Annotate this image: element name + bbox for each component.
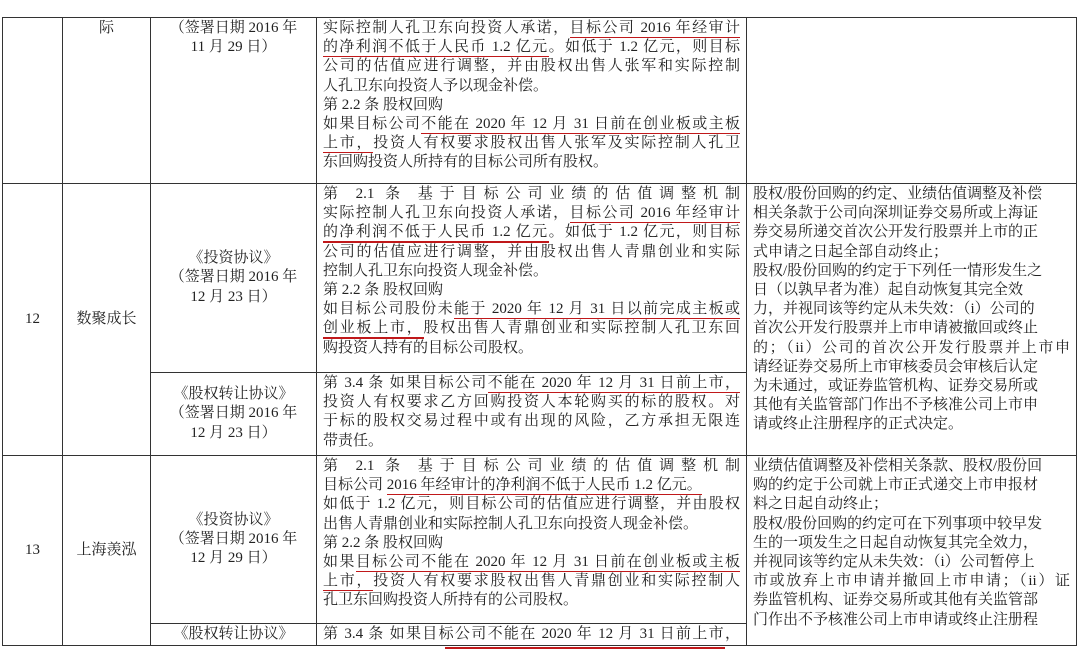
text-segment: 。如低于 1.2 亿元，则目标	[548, 39, 740, 56]
text-segment: 如目标公司股份未	[323, 301, 455, 318]
agreement-table	[2, 17, 1077, 646]
text-segment: 请经证券交易所上市审核委员会审核后认定	[753, 358, 1039, 375]
clause-cell	[317, 624, 747, 646]
text-line	[753, 319, 1070, 338]
text-segment: 东回购投资人所持有的目标公司所有股权。	[323, 154, 609, 171]
text-line	[323, 515, 740, 534]
underlined-text: 目标公司 2016 年经审计	[570, 205, 740, 223]
text-line	[323, 77, 740, 96]
text-segment: 第 3.4 条 如果目标公司	[323, 375, 488, 391]
text-line	[753, 185, 1070, 204]
row-number-cell	[3, 18, 63, 184]
text-segment: 第 2.1 条 基于目标公司业绩的估值调整机制	[323, 186, 740, 202]
text-line	[323, 223, 740, 242]
text-line	[323, 412, 740, 431]
underlined-text: 上市，	[323, 573, 373, 591]
text-segment: 出售人青鼎创业和实际控制人孔卫东向投资人现金补偿。	[323, 515, 699, 532]
text-segment: 其他有关监管部门作出不予核准公司上市申	[753, 397, 1039, 414]
text-line	[323, 432, 740, 451]
text-line	[753, 611, 1070, 630]
text-segment: 并视同该等约定从未失效：（i）公司暂停上	[753, 554, 1035, 571]
text-line	[323, 204, 740, 223]
text-segment: 第 2.1 条 基于目标公司业绩的估值调整机制	[323, 458, 740, 474]
text-line	[753, 377, 1070, 396]
text-line	[753, 223, 1070, 242]
text-line	[753, 262, 1070, 281]
text-line	[753, 204, 1070, 223]
underlined-text: 2016 年经审计的净利润不低于人民币 1.2 亿元。	[387, 477, 702, 495]
text-segment: 股权出售人青鼎创业和实际控制人孔卫东回	[423, 320, 740, 337]
text-segment: 购的约定于公司就上市正式递交上市申报材	[753, 477, 1039, 494]
text-segment: 公司的估值应进行调整，并由股权出售人青鼎创业和实际	[323, 243, 740, 260]
clause-cell	[317, 184, 747, 373]
text-segment: 市或放弃上市申请并撤回上市申请；（ii）证	[753, 573, 1070, 590]
underlined-text: 目标公司不能在 2020 年 12 月 31 日前在创业板或主板	[356, 554, 740, 572]
underlined-text: 创业板上市，	[323, 320, 424, 338]
agreement-title-line: （签署日期 2016 年	[169, 405, 298, 422]
agreement-title-line: 12 月 23 日）	[190, 288, 277, 305]
text-segment: 生的一项发生之日起自动恢复其完全效力，	[753, 534, 1039, 551]
text-line	[753, 396, 1070, 415]
investor-name-cell: 际	[63, 18, 151, 184]
text-segment: 日（以孰早者为准）起自动恢复其完全效	[753, 282, 1024, 299]
underlined-text: 能于 2020 年 12 月 31 日以前完成主板或	[454, 301, 740, 319]
text-line	[323, 476, 740, 495]
text-line	[323, 134, 740, 153]
underlined-text: 不能在 2020 年 12 月 31 日前在创业板或主板	[421, 116, 740, 134]
text-segment: 购投资人持有的目标公司股权。	[323, 339, 534, 356]
text-segment: 如果目标公司	[323, 116, 422, 133]
termination-note-cell	[747, 456, 1077, 646]
text-line	[323, 300, 740, 319]
text-line	[323, 393, 740, 412]
text-line	[753, 515, 1070, 534]
agreement-title-line: 《投资协议》	[188, 250, 279, 267]
text-line	[323, 153, 740, 172]
underlined-text: 目标公司 2016 年经审计	[570, 20, 740, 38]
agreement-title-line: 11 月 29 日）	[190, 39, 277, 56]
text-segment: 人孔卫东向投资人予以现金补偿。	[323, 77, 549, 94]
text-segment: 请或终止注册程序的正式决定。	[753, 416, 964, 433]
text-line	[753, 591, 1070, 610]
text-line	[323, 262, 740, 281]
text-line	[753, 415, 1070, 434]
row-number-cell: 13	[3, 456, 63, 646]
text-line	[323, 57, 740, 76]
text-segment: 券监管机构、证券交易所或其他有关监管部	[753, 592, 1039, 609]
text-line	[323, 185, 740, 204]
text-segment: 首次公开发行股票并上市申请被撤回或终止	[753, 320, 1039, 337]
table-row	[3, 184, 1077, 373]
text-line	[323, 19, 740, 38]
text-line	[753, 243, 1070, 262]
agreement-title-line: 《股权转让协议》	[173, 386, 294, 403]
text-line	[753, 457, 1070, 476]
text-line	[323, 495, 740, 514]
clause-cell	[317, 373, 747, 456]
text-line	[323, 374, 740, 393]
text-line	[753, 339, 1070, 358]
text-segment: 投资人有权要求乙方回购投资人本轮购买的标的股权。对	[323, 394, 740, 411]
text-segment: 第 3.4 条 如果目标公司不能在 2020 年 12 月 31 日前上市，	[323, 626, 740, 642]
text-segment: 投资人有权要求股权出售人青鼎创业和实际控制人	[373, 573, 740, 590]
text-segment: 。如低于 1.2 亿元，则目标	[548, 224, 740, 241]
investor-name-cell: 上海羡泓	[63, 456, 151, 646]
termination-note-cell	[747, 18, 1077, 184]
underlined-text: 不能在 2020 年 12 月 31 日前上市，	[488, 375, 740, 393]
text-line	[323, 115, 740, 134]
text-segment: 股权/股份回购的约定于下列任一情形发生之	[753, 262, 1043, 279]
text-segment: 相关条款于公司向深圳证券交易所或上海证	[753, 205, 1039, 222]
text-segment: 第 2.2 条 股权回购	[323, 534, 444, 551]
text-segment: 门作出不予核准公司上市申请或终止注册程	[753, 611, 1039, 628]
investor-name-cell: 数聚成长	[63, 184, 151, 456]
text-segment: 业绩估值调整及补偿相关条款、股权/股份回	[753, 458, 1043, 474]
text-segment: 券交易所递交首次公开发行股票并上市的正	[753, 224, 1039, 241]
text-line	[323, 534, 740, 553]
text-segment: 为未通过，或证券监管机构、证券交易所或	[753, 378, 1039, 395]
text-line	[323, 96, 740, 115]
text-line	[323, 339, 740, 358]
text-segment: 第 2.2 条 股权回购	[323, 96, 444, 113]
text-segment: 控制人孔卫东向投资人现金补偿。	[323, 262, 549, 279]
text-line	[753, 358, 1070, 377]
text-segment: 如果	[323, 554, 356, 571]
text-line	[753, 476, 1070, 495]
underlined-text: 上市，	[323, 135, 373, 153]
text-line	[753, 300, 1070, 319]
text-line	[323, 281, 740, 300]
agreement-title-cell	[151, 373, 317, 456]
agreement-title-line: 12 月 29 日）	[190, 550, 277, 567]
clause-cell	[317, 456, 747, 624]
text-line	[753, 534, 1070, 553]
row-number-cell: 12	[3, 184, 63, 456]
text-segment: 股权/股份回购的约定可在下列事项中较早发	[753, 515, 1043, 532]
text-line	[323, 572, 740, 591]
text-line	[753, 281, 1070, 300]
agreement-title-cell	[151, 184, 317, 373]
underlined-text: 的净利润不低于人民币 1.2 亿元	[323, 39, 549, 57]
table-row	[3, 18, 1077, 184]
text-segment: 第 2.2 条 股权回购	[323, 282, 444, 299]
agreement-title-line: （签署日期 2016 年	[169, 269, 298, 286]
text-segment: 力，并视同该等约定从未失效：（i）公司的	[753, 301, 1035, 318]
text-line	[323, 243, 740, 262]
agreement-title-line: （签署日期 2016 年	[169, 20, 298, 36]
termination-note-cell	[747, 184, 1077, 456]
text-line	[753, 553, 1070, 572]
text-segment: 如低于 1.2 亿元，则目标公司的估值应进行调整，并由股权	[323, 496, 740, 513]
text-line	[323, 591, 740, 610]
text-segment: 股权/股份回购的约定、业绩估值调整及补偿	[753, 186, 1043, 202]
table-row	[3, 456, 1077, 624]
text-line	[753, 495, 1070, 514]
bottom-underline	[445, 647, 725, 649]
text-line	[323, 625, 740, 644]
agreement-title-cell	[151, 18, 317, 184]
text-segment: 实际控制人孔卫东向投资人承诺，	[323, 20, 570, 36]
text-line	[323, 319, 740, 338]
text-segment: 带责任。	[323, 432, 384, 449]
text-line	[753, 572, 1070, 591]
text-segment: 投资人有权要求股权出售人张军及实际控制人孔卫	[373, 135, 740, 152]
text-segment: 的；（ii）公司的首次公开发行股票并上市申	[753, 339, 1070, 356]
text-line	[323, 457, 740, 476]
text-line	[323, 38, 740, 57]
agreement-title-cell	[151, 624, 317, 646]
agreement-title-line: 《股权转让协议》	[173, 626, 294, 642]
text-segment: 料之日起自动终止；	[753, 496, 889, 513]
agreement-title-line: 12 月 23 日）	[190, 424, 277, 441]
agreement-title-cell	[151, 456, 317, 624]
text-line	[323, 553, 740, 572]
clause-cell	[317, 18, 747, 184]
underlined-text: 的净利润不低于人民币 1.2 亿元	[323, 224, 549, 242]
text-segment: 公司的估值应进行调整，并由股权出售人张军和实际控制	[323, 58, 740, 75]
text-segment: 于标的股权交易过程中或有出现的风险，乙方承担无限连	[323, 413, 740, 430]
text-segment: 式申请之日起全部自动终止；	[753, 243, 949, 260]
text-segment: 实际控制人孔卫东向投资人承诺，	[323, 205, 570, 222]
text-segment: 孔卫东回购投资人所持有的公司股权。	[323, 592, 579, 609]
agreement-title-line: 《投资协议》	[188, 511, 279, 528]
agreement-title-line: （签署日期 2016 年	[169, 530, 298, 547]
text-segment: 目标公司	[323, 477, 387, 494]
